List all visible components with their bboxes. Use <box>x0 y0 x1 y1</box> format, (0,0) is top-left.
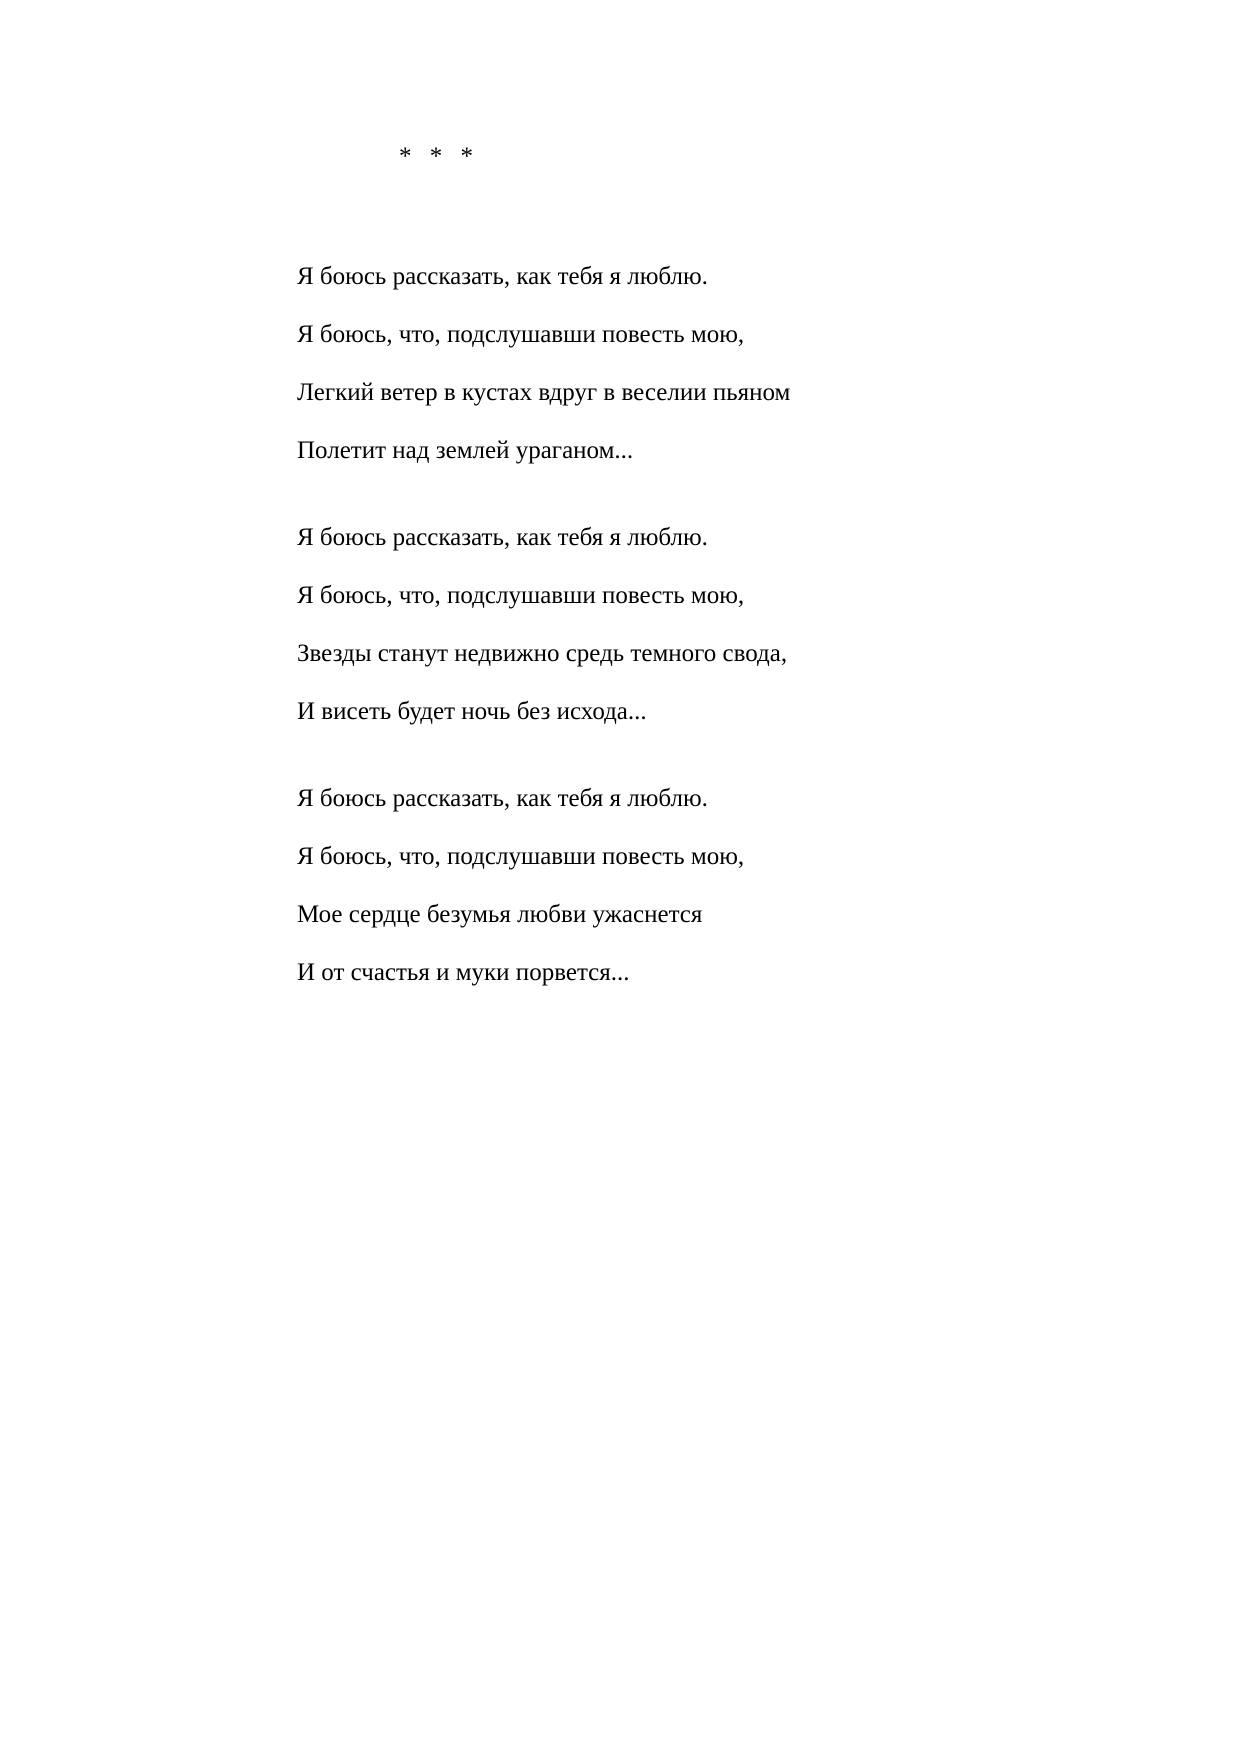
poem-line: Легкий ветер в кустах вдруг в веселии пьяном <box>297 379 791 406</box>
poem-line: Я боюсь, что, подслушавши повесть мою, <box>297 321 745 348</box>
stanza-1 <box>297 262 1097 466</box>
poem-line: Я боюсь рассказать, как тебя я люблю. <box>297 524 708 551</box>
poem <box>297 262 1097 1045</box>
poem-line: Полетит над землей ураганом... <box>297 437 634 464</box>
poem-line: Я боюсь рассказать, как тебя я люблю. <box>297 263 708 290</box>
section-separator: * * * <box>399 143 479 170</box>
stanza-2 <box>297 523 1097 727</box>
poem-line: Звезды станут недвижно средь темного свода, <box>297 640 788 667</box>
poem-line: Я боюсь, что, подслушавши повесть мою, <box>297 582 745 609</box>
stanza-3 <box>297 784 1097 988</box>
poem-line: И висеть будет ночь без исхода... <box>297 698 647 725</box>
poem-line: И от счастья и муки порвется... <box>297 959 630 986</box>
poem-line: Я боюсь рассказать, как тебя я люблю. <box>297 785 708 812</box>
poem-line: Я боюсь, что, подслушавши повесть мою, <box>297 843 745 870</box>
poem-line: Мое сердце безумья любви ужаснется <box>297 901 703 928</box>
